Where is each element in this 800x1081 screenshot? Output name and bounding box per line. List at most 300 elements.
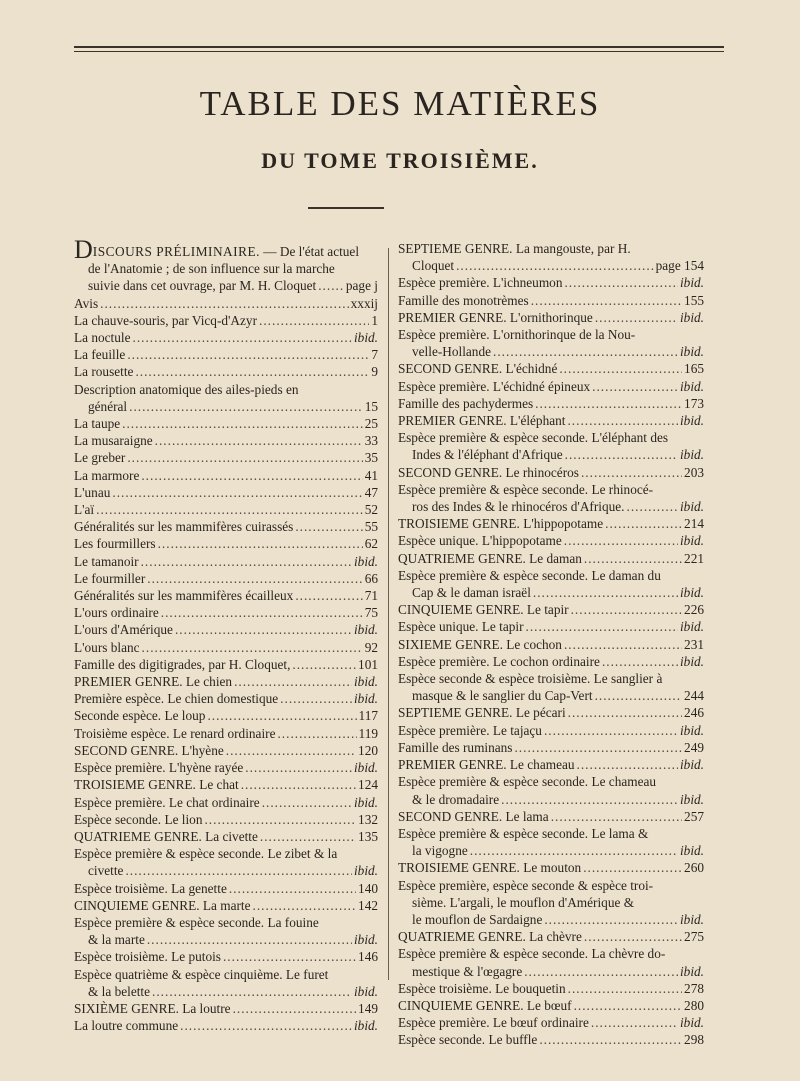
toc-page-number: ibid. [679,378,704,394]
toc-entry-text: ros des Indes & le rhinocéros d'Afrique. [412,499,625,515]
toc-entry-text: Espèce seconde & espèce troisième. Le sanglier à [398,671,663,687]
leader-dots [241,776,356,793]
toc-entry-text: PREMIER GENRE. L'éléphant [398,413,566,429]
toc-entry [398,601,704,618]
leader-dots [295,587,362,604]
toc-entry [74,656,378,673]
toc-entry [74,690,378,707]
toc-entry-text: L'ours d'Amérique [74,622,173,638]
toc-entry-text: L'aï [74,502,95,518]
toc-entry-text: général [88,398,128,414]
toc-entry-text: TROISIEME GENRE. L'hippopotame [398,516,604,532]
toc-entry [398,877,704,929]
toc-page-number: 226 [684,602,704,618]
toc-entry [74,880,378,897]
toc-page-number: 280 [684,997,704,1013]
toc-entry [74,897,378,914]
toc-page-number: 165 [684,361,704,377]
toc-page-number: ibid. [353,932,378,948]
toc-entry-text: Espèce première, espèce seconde & espèce troi- [398,877,654,893]
leader-dots [253,897,357,914]
toc-entry [398,825,704,859]
toc-page-number: 146 [358,949,378,965]
toc-entry-text: Généralités sur les mammifères écailleux [74,588,294,604]
toc-entry-text: Espèce première & espèce seconde. Le zibet & la [74,846,338,862]
leader-dots [551,808,682,825]
leader-dots [161,604,363,621]
toc-entry [398,378,704,395]
toc-entry-text: Cloquet [412,258,455,274]
toc-entry-text: civette [88,863,124,879]
toc-entry-text: Espèce première. L'ornithorinque de la Nou- [398,327,636,343]
leader-dots [591,1014,678,1031]
toc-page-number: ibid. [679,843,704,859]
toc-entry-text: Espèce seconde. Le lion [74,811,203,827]
leader-dots [564,636,682,653]
toc-entry [74,363,378,380]
leader-dots [259,312,369,329]
leader-dots [152,983,352,1000]
toc-page-number: ibid. [679,653,704,669]
toc-page-number: 214 [684,516,704,532]
leader-dots [180,1017,352,1034]
toc-entry-text: Espèce première. L'échidné épineux [398,378,591,394]
toc-entry [74,432,378,449]
toc-entry-text: Espèce première & espèce seconde. Le daman du [398,567,661,583]
toc-page-number: 203 [684,464,704,480]
toc-entry-text: PREMIER GENRE. L'ornithorinque [398,309,593,325]
leader-dots [533,584,678,601]
leader-dots [122,415,363,432]
toc-page-number: 155 [684,292,704,308]
leader-dots [295,518,362,535]
toc-page-number: ibid. [679,344,704,360]
leader-dots [96,501,363,518]
toc-page-number: 41 [364,467,378,483]
toc-entry [398,636,704,653]
toc-entry [74,381,378,415]
toc-entry [74,329,378,346]
toc-entry-text: de l'Anatomie ; de son influence sur la marche [88,261,335,277]
toc-entry-text: Espèce première & espèce seconde. La chèvre do- [398,946,666,962]
toc-entry-text: Les fourmillers [74,536,156,552]
toc-page-number: 55 [364,519,378,535]
toc-page-number: 101 [358,656,378,672]
leader-dots [456,257,654,274]
leader-dots [223,948,356,965]
toc-page-number: ibid. [679,1015,704,1031]
leader-dots [277,725,356,742]
toc-entry-text: Espèce première. Le cochon ordinaire [398,653,600,669]
toc-entry [398,481,704,515]
toc-entry-text: Espèce quatrième & espèce cinquième. Le furet [74,966,329,982]
toc-page-number: 9 [371,364,378,380]
toc-entry-text: QUATRIEME GENRE. Le daman [398,550,582,566]
toc-page-number: 124 [358,777,378,793]
toc-entry [74,604,378,621]
toc-entry [398,722,704,739]
toc-left-column [74,235,378,1034]
leader-dots [141,553,352,570]
toc-entry [398,567,704,601]
toc-page-number: 71 [364,588,378,604]
top-double-rule-thin [74,51,724,52]
toc-page-number: 15 [364,398,378,414]
leader-dots [571,601,682,618]
toc-entry-text: PREMIER GENRE. Le chien [74,674,233,690]
toc-entry-text: & la marte [88,932,145,948]
toc-entry-text: & le dromadaire [412,791,500,807]
toc-entry [74,845,378,879]
toc-page-number: 140 [358,880,378,896]
leader-dots [234,673,352,690]
toc-entry [398,997,704,1014]
leader-dots [125,862,352,879]
toc-entry-text: SEPTIEME GENRE. Le pécari [398,705,566,721]
toc-entry-text: La marmore [74,467,140,483]
toc-entry [74,639,378,656]
toc-page-number: 231 [684,636,704,652]
leader-dots [595,309,678,326]
toc-page-number: ibid. [679,963,704,979]
toc-right-column [398,240,704,1049]
toc-entry-text: Espèce troisième. Le bouquetin [398,980,566,996]
toc-page-number: 244 [684,688,704,704]
leader-dots [627,498,678,515]
toc-entry [398,980,704,997]
toc-page-number: ibid. [679,309,704,325]
toc-entry-text: Première espèce. Le chien domestique [74,691,279,707]
leader-dots [602,653,678,670]
toc-page-number: 35 [364,450,378,466]
toc-entry-text: CINQUIEME GENRE. Le tapir [398,602,569,618]
leader-dots [493,343,678,360]
toc-page-number: 278 [684,980,704,996]
page-title: TABLE DES MATIÈRES [199,84,601,123]
toc-entry-text: la vigogne [412,843,468,859]
toc-entry [398,739,704,756]
leader-dots [568,980,682,997]
toc-page-number: 47 [364,484,378,500]
leader-dots [470,842,678,859]
toc-entry [398,670,704,704]
toc-entry-text: Avis [74,295,99,311]
leader-dots [280,690,352,707]
leader-dots [127,449,362,466]
toc-page-number: 257 [684,808,704,824]
toc-entry-text: Espèce première & espèce seconde. Le chameau [398,774,657,790]
toc-entry [74,553,378,570]
toc-entry-text: La feuille [74,347,126,363]
toc-entry-text: Espèce troisième. La genette [74,880,227,896]
toc-page-number: page j [345,278,378,294]
toc-page-number: ibid. [679,757,704,773]
toc-entry-text: PREMIER GENRE. Le chameau [398,757,575,773]
leader-dots [605,515,682,532]
toc-page-number: ibid. [679,585,704,601]
toc-entry [398,756,704,773]
toc-entry [74,295,378,312]
leader-dots [592,378,678,395]
title-separator-rule [308,207,384,209]
leader-dots [112,484,362,501]
toc-entry-text: Espèce unique. Le tapir [398,619,524,635]
toc-entry [398,412,704,429]
toc-entry-text: SECOND GENRE. L'hyène [74,742,224,758]
toc-entry [398,704,704,721]
toc-entry-text: Indes & l'éléphant d'Afrique [412,447,563,463]
toc-entry [398,808,704,825]
toc-entry [74,828,378,845]
toc-entry [398,532,704,549]
toc-page-number: 142 [358,897,378,913]
toc-page-number: ibid. [679,499,704,515]
toc-entry-text: sième. L'argali, le mouflon d'Amérique & [412,894,635,910]
toc-entry [74,312,378,329]
toc-entry-text: SIXIÈME GENRE. La loutre [74,1000,231,1016]
toc-page-number: 25 [364,416,378,432]
toc-entry [74,794,378,811]
toc-page-number: 75 [364,605,378,621]
toc-entry-text: Généralités sur les mammifères cuirassés [74,519,294,535]
toc-entry [398,274,704,291]
toc-entry-text: La noctule [74,330,131,346]
leader-dots [141,467,362,484]
toc-entry-text: Famille des ruminans [398,739,513,755]
toc-entry [74,235,378,295]
leader-dots [535,395,682,412]
toc-entry-text: CINQUIEME GENRE. Le bœuf [398,997,572,1013]
toc-entry-text: La rousette [74,364,134,380]
leader-dots [175,621,352,638]
toc-entry-text: Espèce première. L'hyène rayée [74,760,244,776]
toc-entry-text: Cap & le daman israël [412,585,531,601]
toc-entry-text: Espèce unique. L'hippopotame [398,533,562,549]
toc-entry [74,914,378,948]
toc-entry-text: SECOND GENRE. L'échidné [398,361,558,377]
leader-dots [260,828,356,845]
toc-entry [398,326,704,360]
toc-page-number: ibid. [679,533,704,549]
toc-entry [74,346,378,363]
toc-entry-text: velle-Hollande [412,344,492,360]
leader-dots [133,329,352,346]
toc-page-number: ibid. [679,911,704,927]
toc-entry [74,518,378,535]
toc-entry-text: La musaraigne [74,433,153,449]
toc-entry [74,725,378,742]
leader-dots [262,794,352,811]
toc-entry-text: SEPTIEME GENRE. La mangouste, par H. [398,241,631,256]
toc-page-number: ibid. [353,983,378,999]
toc-page-number: page 154 [655,258,704,274]
leader-dots [568,704,682,721]
toc-page-number: ibid. [353,863,378,879]
toc-entry [74,1000,378,1017]
toc-entry [398,360,704,377]
leader-dots [564,274,678,291]
toc-entry [398,550,704,567]
toc-page-number: 117 [358,708,378,724]
toc-entry-text: Espèce troisième. Le putois [74,949,221,965]
toc-page-number: 52 [364,502,378,518]
toc-entry [398,292,704,309]
toc-entry [398,928,704,945]
leader-dots [501,791,678,808]
leader-dots [574,997,682,1014]
toc-entry [74,776,378,793]
toc-entry [398,309,704,326]
leader-dots [129,398,363,415]
toc-page-number: ibid. [353,330,378,346]
leader-dots [245,759,352,776]
toc-entry [398,618,704,635]
toc-entry [74,535,378,552]
leader-dots [229,880,356,897]
toc-entry [398,395,704,412]
toc-entry-text: SECOND GENRE. Le rhinocéros [398,464,579,480]
toc-entry [74,467,378,484]
leader-dots [204,811,356,828]
toc-page-number: ibid. [353,794,378,810]
toc-page-number: ibid. [353,674,378,690]
toc-entry-text: Famille des digitigrades, par H. Cloquet, [74,656,291,672]
toc-page-number: ibid. [679,413,704,429]
toc-page-number: 92 [364,639,378,655]
leader-dots [147,931,352,948]
toc-entry-text: Famille des monotrèmes [398,292,529,308]
leader-dots [565,446,678,463]
toc-page-number: 120 [358,742,378,758]
toc-page-number: 298 [684,1032,704,1048]
leader-dots [539,1031,682,1048]
leader-dots [100,295,349,312]
toc-page-number: ibid. [353,1018,378,1034]
toc-entry-text: Description anatomique des ailes-pieds en [74,381,299,397]
leader-dots [584,928,682,945]
leader-dots [526,618,678,635]
leader-dots [318,277,344,294]
toc-page-number: 1 [371,312,378,328]
toc-entry [74,484,378,501]
toc-page-number: 119 [358,725,378,741]
leader-dots [142,639,363,656]
toc-entry [398,1014,704,1031]
toc-entry-text: Troisième espèce. Le renard ordinaire [74,725,276,741]
leader-dots [226,742,356,759]
toc-entry-text: La chauve-souris, par Vicq-d'Azyr [74,312,258,328]
toc-page-number: ibid. [353,622,378,638]
leader-dots [564,532,678,549]
toc-entry-text: TROISIEME GENRE. Le chat [74,777,239,793]
leader-dots [524,963,678,980]
toc-entry-text: & la belette [88,983,151,999]
leader-dots [595,687,682,704]
toc-entry [74,673,378,690]
toc-entry [398,429,704,463]
leader-dots [544,911,678,928]
toc-page-number: 173 [684,395,704,411]
toc-entry [398,240,704,274]
toc-entry [74,811,378,828]
toc-entry-text: Espèce première & espèce seconde. Le rhinocé- [398,481,654,497]
toc-page-number: 149 [358,1000,378,1016]
toc-entry [74,570,378,587]
toc-entry-text: Espèce première & espèce seconde. La fouine [74,914,319,930]
toc-entry [398,515,704,532]
toc-entry [74,759,378,776]
toc-entry-text: Espèce première. Le tajaçu [398,722,542,738]
leader-dots [581,464,682,481]
leader-dots [135,363,369,380]
toc-entry-text: Seconde espèce. Le loup [74,708,206,724]
toc-entry-text: Le greber [74,450,126,466]
toc-entry-text: SIXIEME GENRE. Le cochon [398,636,562,652]
toc-entry [74,948,378,965]
toc-entry [74,415,378,432]
leader-dots [158,535,363,552]
toc-page-number: 246 [684,705,704,721]
toc-page-number: ibid. [679,722,704,738]
leader-dots [514,739,682,756]
column-divider [388,248,389,980]
toc-entry-text: L'ours blanc [74,639,140,655]
toc-entry-text: L'unau [74,484,111,500]
toc-entry-text: La loutre commune [74,1018,179,1034]
leader-dots [584,550,682,567]
leader-dots [155,432,363,449]
toc-entry-text: Le tamanoir [74,553,139,569]
toc-page-number: 62 [364,536,378,552]
toc-page-number: ibid. [679,619,704,635]
toc-entry [74,449,378,466]
toc-entry-text: Espèce première. Le chat ordinaire [74,794,260,810]
toc-page-number: ibid. [679,447,704,463]
leader-dots [544,722,678,739]
toc-entry-text: TROISIEME GENRE. Le mouton [398,860,582,876]
leader-dots [207,707,356,724]
toc-page-number: ibid. [679,791,704,807]
leader-dots [577,756,678,773]
page-subtitle: DU TOME TROISIÈME. [261,148,539,173]
toc-page-number: ibid. [679,275,704,291]
leader-dots [583,859,682,876]
toc-page-number: 275 [684,929,704,945]
toc-entry-text: mestique & l'œgagre [412,963,523,979]
leader-dots [292,656,356,673]
toc-entry [74,621,378,638]
toc-page-number: xxxij [350,295,378,311]
toc-page-number: ibid. [353,553,378,569]
toc-entry-text: Espèce seconde. Le buffle [398,1032,538,1048]
leader-dots [531,292,682,309]
toc-page-number: ibid. [353,760,378,776]
toc-page-number: 135 [358,828,378,844]
leader-dots [567,412,678,429]
toc-entry-text: masque & le sanglier du Cap-Vert [412,688,593,704]
toc-entry-text: CINQUIEME GENRE. La marte [74,897,251,913]
toc-entry-text: SECOND GENRE. Le lama [398,808,549,824]
toc-entry-text: Espèce première & espèce seconde. Le lama & [398,825,649,841]
toc-page-number: 132 [358,811,378,827]
toc-entry-text: Famille des pachydermes [398,395,534,411]
leader-dots [147,570,362,587]
toc-page-number: 7 [371,347,378,363]
toc-entry [74,587,378,604]
toc-page-number: 260 [684,860,704,876]
toc-entry [74,1017,378,1034]
toc-entry-text: QUATRIEME GENRE. La chèvre [398,929,582,945]
